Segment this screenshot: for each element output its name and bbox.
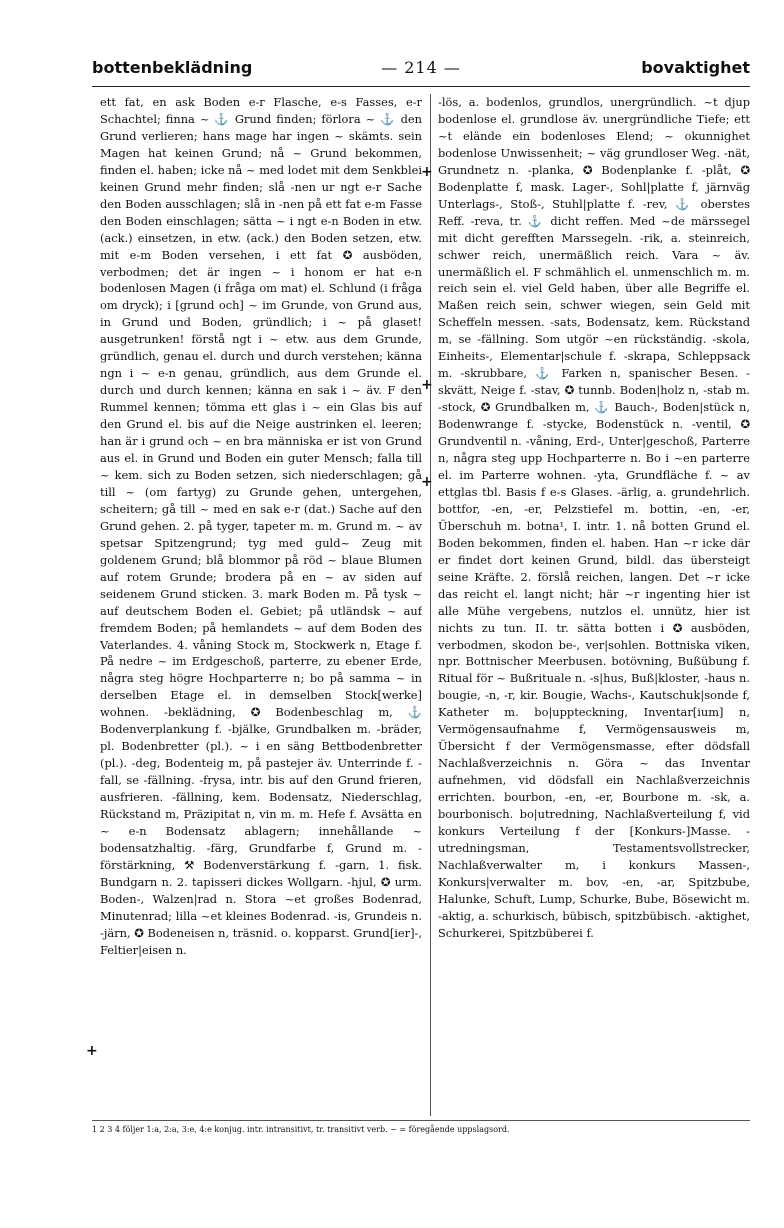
left-column: [100, 94, 422, 1116]
footer-rule: [92, 1120, 750, 1121]
abbreviation-footer: 1 2 3 4 följer 1:a, 2:a, 3:e, 4:e konjug. intr. intransitivt, tr. transitivt verb. ~ = föregående uppslagsord.: [92, 1125, 510, 1134]
margin-mark: +: [421, 377, 433, 393]
page-number: — 214 —: [381, 58, 461, 77]
page-header: [92, 58, 750, 84]
right-column: [438, 94, 750, 1116]
header-left-guideword: bottenbeklädning: [92, 58, 253, 77]
margin-mark: +: [86, 1043, 98, 1059]
column-divider: [430, 94, 431, 1116]
header-rule: [92, 86, 750, 87]
margin-mark: +: [421, 474, 433, 490]
margin-mark: +: [421, 164, 433, 180]
header-right-guideword: bovaktighet: [641, 58, 750, 77]
right-column-text: -lös, a. bodenlos, grundlos, unergründlich. ~t djup bodenlose el. grundlose äv. unergründliche Tiefe; ett ~t elände ein bodenloses Elend; ~ okunnighet bodenlose Unwissenheit; ~ väg grundloser Weg. -nät, Grundnetz n. -planka, ✪ Bodenplanke f. -plåt, ✪ Bodenplatte f, mask. Lager-, Sohl|platte f, järnväg Unterlags-, Stoß-, Stuhl|platte f. -rev, ⚓ oberstes Reff. -reva, tr. ⚓ dicht reffen. Med ~de märssegel mit dicht gerefften Marssegeln. -rik, a. steinreich, schwer reich, unermäßlich reich. Vara ~ äv. unermäßlich el. F schmählich el. unmenschlich m. m. reich sein el. viel Geld haben, über alle Begriffe el. Maßen reich sein, schwer wiegen, sein Geld mit Scheffeln messen. -sats, Bodensatz, kem. Rückstand m, se -fällning. Som utgör ~en rückständig. -skola, Einheits-, Elementar|schule f. -skrapa, Schleppsack m. -skrubbare, ⚓ Farken n, spanischer Besen. -skvätt, Neige f. -stav, ✪ tunnb. Boden|holz n, -stab m. -stock, ✪ Grundbalken m, ⚓ Bauch-, Boden|stück n, Bodenwrange f. -stycke, Bodenstück n. -ventil, ✪ Grundventil n. -våning, Erd-, Unter|geschoß, Parterre n, några steg upp Hochparterre n. Bo i ~en parterre el. im Parterre wohnen. -yta, Grundfläche f. ~ av ettglas tbl. Basis f e-s Glases. -ärlig, a. grundehrlich. bottfor, -en, -er, Pelzstiefel m. bottin, -en, -er, Überschuh m. botna¹, I. intr. 1. nå botten Grund el. Boden bekommen, finden el. haben. Han ~r icke där er findet dort keinen Grund, bildl. das übersteigt seine Kräfte. 2. förslå reichen, langen. Det ~r icke das reicht el. langt nicht; här ~r ingenting hier ist alle Mühe vergebens, nutzlos el. unnütz, hier ist nichts zu tun. II. tr. sätta botten i ✪ ausböden, verbodmen, skodon be-, ver|sohlen. Bottniska viken, npr. Bottnischer Meerbusen. botövning, Bußübung f. Ritual för ~ Bußrituale n. -s|hus, Buß|kloster, -haus n. bougie, -n, -r, kir. Bougie, Wachs-, Kautschuk|sonde f, Katheter m. bo|uppteckning, Inventar[ium] n, Vermögensaufnahme f, Vermögensausweis m, Übersicht f der Vermögensmasse, efter dödsfall Nachlaßverzeichnis n. Göra ~ das Inventar aufnehmen, vid dödsfall ein Nachlaßverzeichnis errichten. bourbon, -en, -er, Bourbone m. -sk, a. bourbonisch. bo|utredning, Nachlaßverteilung f, vid konkurs Verteilung f der [Konkurs-]Masse. -utredningsman, Testamentsvollstrecker, Nachlaßverwalter m, i konkurs Massen-, Konkurs|verwalter m. bov, -en, -ar, Spitzbube, Halunke, Schuft, Lump, Schurke, Bube, Bösewicht m. -aktig, a. schurkisch, bübisch, spitzbübisch. -aktighet, Schurkerei, Spitzbüberei f.: [438, 95, 750, 940]
left-column-text: ett fat, en ask Boden e-r Flasche, e-s Fasses, e-r Schachtel; finna ~ ⚓ Grund finden; förlora ~ ⚓ den Grund verlieren; hans mage har ingen ~ skämts. sein Magen hat keinen Grund; nå ~ Grund bekommen, finden el. haben; icke nå ~ med lodet mit dem Senkblei keinen Grund mehr finden; slå -nen ur ngt e-r Sache den Boden ausschlagen; slå in -nen på ett fat e-m Fasse den Boden einschlagen; sätta ~ i ngt e-n Boden in etw. (ack.) einsetzen, in etw. (ack.) den Boden setzen, etw. mit e-m Boden versehen, i ett fat ✪ ausböden, verbodmen; det är ingen ~ i honom er hat e-n bodenlosen Magen (i fråga om mat) el. Schlund (i fråga om dryck); i [grund och] ~ im Grunde, von Grund aus, in Grund und Boden, gründlich; i ~ på glaset! ausgetrunken! förstå ngt i ~ etw. aus dem Grunde, gründlich, genau el. durch und durch verstehen; känna ngn i ~ e-n genau, gründlich, aus dem Grunde el. durch und durch kennen; känna en sak i ~ äv. F den Rummel kennen; tömma ett glas i ~ ein Glas bis auf den Grund el. bis auf die Neige austrinken el. leeren; han är i grund och ~ en bra människa er ist von Grund aus el. in Grund und Boden ein guter Mensch; falla till ~ kem. sich zu Boden setzen, sich niederschlagen; gå till ~ (om fartyg) zu Grunde gehen, untergehen, scheitern; gå till ~ med en sak e-r (dat.) Sache auf den Grund gehen. 2. på tyger, tapeter m. m. Grund m. ~ av spetsar Spitzengrund; tyg med guld~ Zeug mit goldenem Grund; blå blommor på röd ~ blaue Blumen auf rotem Grunde; brodera på en ~ av siden auf seidenem Grund sticken. 3. mark Boden m. På tysk ~ auf deutschem Boden el. Gebiet; på utländsk ~ auf fremdem Boden; på hemlandets ~ auf dem Boden des Vaterlandes. 4. våning Stock m, Stockwerk n, Etage f. På nedre ~ im Erdgeschoß, parterre, zu ebener Erde, några steg högre Hochparterre n; bo på samma ~ in derselben Etage el. in demselben Stock[werke] wohnen. -beklädning, ✪ Bodenbeschlag m, ⚓ Bodenverplankung f. -bjälke, Grundbalken m. -bräder, pl. Bodenbretter (pl.). ~ i en säng Bettbodenbretter (pl.). -deg, Bodenteig m, på pastejer äv. Unterrinde f. -fall, se -fällning. -frysa, intr. bis auf den Grund frieren, ausfrieren. -fällning, kem. Bodensatz, Niederschlag, Rückstand m, Präzipitat n, vin m. m. Hefe f. Avsätta en ~ e-n Bodensatz ablagern; innehållande ~ bodensatzhaltig. -färg, Grundfarbe f, Grund m. -förstärkning, ⚒ Bodenverstärkung f. -garn, 1. fisk. Bundgarn n. 2. tapisseri dickes Wollgarn. -hjul, ✪ urm. Boden-, Walzen|rad n. Stora ~et großes Bodenrad, Minutenrad; lilla ~et kleines Bodenrad. -is, Grundeis n. -järn, ✪ Bodeneisen n, träsnid. o. kopparst. Grund[ier]-, Feltier|eisen n.: [100, 95, 422, 957]
